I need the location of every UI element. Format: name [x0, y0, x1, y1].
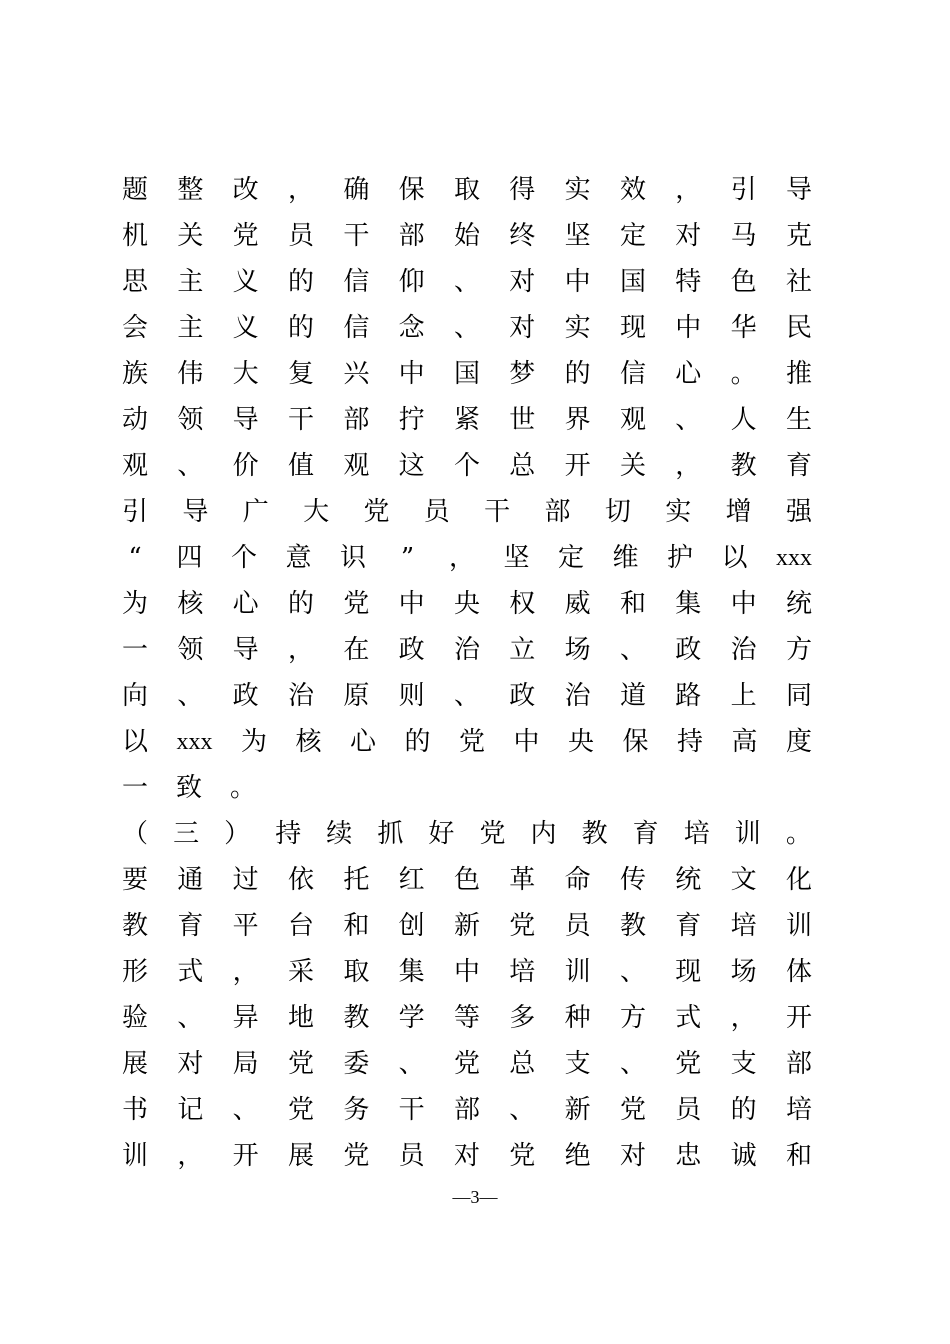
page-number: —3— [452, 1187, 498, 1207]
text-line: 引 导 广 大 党 员 干 部 切 实 增 强 [122, 497, 812, 527]
text-line: 一 致 。 [122, 773, 257, 803]
text-line: “ 四 个 意 识 ” ， 坚 定 维 护 以 xxx [128, 543, 812, 573]
text-line: （ 三 ） 持 续 抓 好 党 内 教 育 培 训 。 [122, 819, 812, 849]
text-line: 动 领 导 干 部 拧 紧 世 界 观 、 人 生 [122, 405, 812, 435]
text-line: 为 核 心 的 党 中 央 权 威 和 集 中 统 [122, 589, 812, 619]
text-line: 验 、 异 地 教 学 等 多 种 方 式 ， 开 [122, 1003, 812, 1033]
text-line: 向 、 政 治 原 则 、 政 治 道 路 上 同 [122, 681, 812, 711]
text-line: 题 整 改 ， 确 保 取 得 实 效 ， 引 导 [122, 175, 812, 205]
body-text [122, 167, 812, 1179]
text-line: 机 关 党 员 干 部 始 终 坚 定 对 马 克 [122, 221, 812, 251]
text-line: 要 通 过 依 托 红 色 革 命 传 统 文 化 [122, 865, 812, 895]
text-line: 训 ， 开 展 党 员 对 党 绝 对 忠 诚 和 [122, 1141, 812, 1171]
text-line: 形 式 ， 采 取 集 中 培 训 、 现 场 体 [122, 957, 812, 987]
text-line: 观 、 价 值 观 这 个 总 开 关 ， 教 育 [122, 451, 812, 481]
text-line: 一 领 导 ， 在 政 治 立 场 、 政 治 方 [122, 635, 812, 665]
text-line: 会 主 义 的 信 念 、 对 实 现 中 华 民 [122, 313, 812, 343]
text-line: 教 育 平 台 和 创 新 党 员 教 育 培 训 [122, 911, 812, 941]
text-line: 展 对 局 党 委 、 党 总 支 、 党 支 部 [122, 1049, 812, 1079]
text-line: 思 主 义 的 信 仰 、 对 中 国 特 色 社 [122, 267, 812, 297]
text-line: 以 xxx 为 核 心 的 党 中 央 保 持 高 度 [122, 727, 812, 757]
text-line: 族 伟 大 复 兴 中 国 梦 的 信 心 。 推 [122, 359, 812, 389]
text-line: 书 记 、 党 务 干 部 、 新 党 员 的 培 [122, 1095, 812, 1125]
